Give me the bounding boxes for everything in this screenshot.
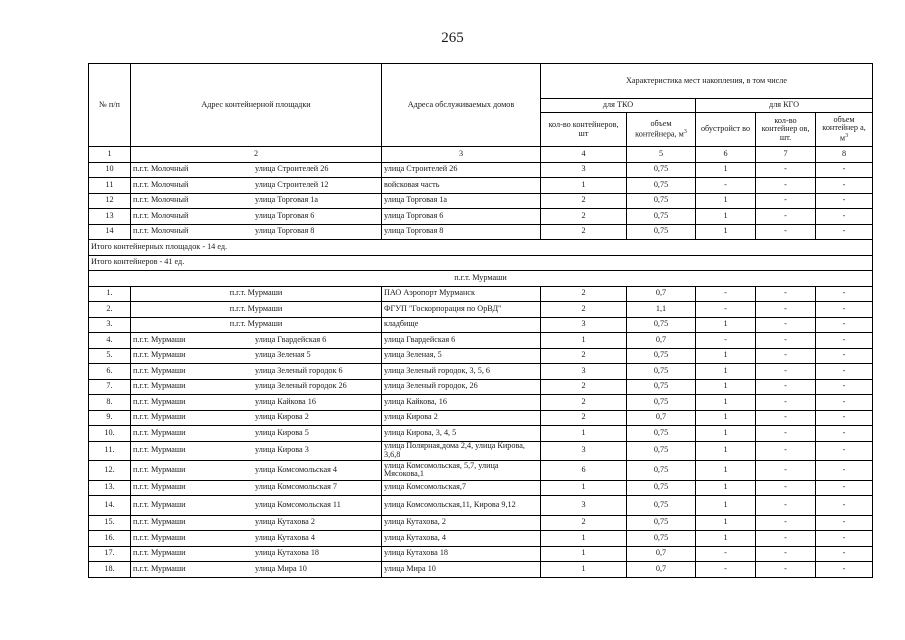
header-kgo-volume: объем контейнер а, $м^3$ [816, 113, 873, 147]
settlement-name: п.г.т. Молочный [133, 179, 189, 189]
kgo-container-volume: - [816, 461, 873, 481]
street-address: улица Строителей 12 [255, 179, 329, 189]
kgo-container-count: - [756, 162, 816, 178]
served-houses: улица Гвардейская 6 [382, 333, 541, 349]
street-address: улица Кирова 3 [255, 445, 309, 455]
kgo-equipment: 1 [696, 162, 756, 178]
served-houses: улица Зеленый городок, 3, 5, 6 [382, 364, 541, 380]
container-site-address [131, 515, 382, 531]
served-houses: улица Кутахова, 4 [382, 531, 541, 547]
table-row [89, 410, 873, 426]
tko-container-volume: 0,7 [627, 333, 696, 349]
kgo-container-count: - [756, 395, 816, 411]
kgo-equipment: 1 [696, 209, 756, 225]
kgo-container-volume: - [816, 426, 873, 442]
container-site-address [131, 193, 382, 209]
tko-container-count: 3 [541, 441, 627, 461]
kgo-container-count: - [756, 379, 816, 395]
kgo-equipment: - [696, 302, 756, 318]
kgo-container-volume: - [816, 193, 873, 209]
tko-container-count: 1 [541, 546, 627, 562]
kgo-equipment: 1 [696, 317, 756, 333]
row-number: 16. [89, 531, 131, 547]
street-address: улица Мира 10 [255, 563, 307, 573]
kgo-container-count: - [756, 531, 816, 547]
kgo-container-count: - [756, 178, 816, 194]
settlement-name: п.г.т. Мурмаши [133, 517, 186, 527]
street-address: улица Кутахова 4 [255, 532, 315, 542]
street-address: улица Торговая 6 [255, 210, 315, 220]
settlement-name: п.г.т. Мурмаши [133, 445, 186, 455]
served-houses: улица Торговая 6 [382, 209, 541, 225]
table-row [89, 395, 873, 411]
kgo-equipment: 1 [696, 193, 756, 209]
tko-container-count: 3 [541, 317, 627, 333]
table-row [89, 302, 873, 318]
table-row [89, 364, 873, 380]
kgo-equipment: - [696, 333, 756, 349]
kgo-container-count: - [756, 348, 816, 364]
row-number: 2. [89, 302, 131, 318]
container-site-address [131, 395, 382, 411]
table-row [89, 480, 873, 496]
settlement-name: п.г.т. Мурмаши [133, 548, 186, 558]
row-number: 14. [89, 496, 131, 516]
tko-container-volume: 0,75 [627, 317, 696, 333]
row-number: 3. [89, 317, 131, 333]
settlement-name: п.г.т. Мурмаши [133, 464, 186, 474]
kgo-container-count: - [756, 224, 816, 240]
container-site-address: п.г.т. Мурмаши [131, 302, 382, 318]
kgo-equipment: 1 [696, 515, 756, 531]
container-site-address: п.г.т. Мурмаши [131, 317, 382, 333]
tko-container-count: 3 [541, 364, 627, 380]
street-address: улица Зеленый городок 6 [255, 365, 343, 375]
kgo-container-volume: - [816, 515, 873, 531]
tko-container-volume: 0,75 [627, 515, 696, 531]
served-houses: улица Кутахова 18 [382, 546, 541, 562]
kgo-equipment: 1 [696, 224, 756, 240]
served-houses: улица Зеленая, 5 [382, 348, 541, 364]
header-served: Адреса обслуживаемых домов [382, 64, 541, 147]
tko-container-volume: 0,75 [627, 441, 696, 461]
header-tko-count: кол-во контейнеров, шт [541, 113, 627, 147]
kgo-equipment: - [696, 286, 756, 302]
tko-container-count: 2 [541, 379, 627, 395]
table-row [89, 461, 873, 481]
header-kgo-count: кол-во контейнер ов, шт. [756, 113, 816, 147]
settlement-name: п.г.т. Молочный [133, 226, 189, 236]
row-number: 5. [89, 348, 131, 364]
table-row [89, 531, 873, 547]
container-site-address [131, 333, 382, 349]
kgo-equipment: 1 [696, 426, 756, 442]
served-houses: улица Кутахова, 2 [382, 515, 541, 531]
tko-container-volume: 0,75 [627, 531, 696, 547]
container-site-address [131, 162, 382, 178]
kgo-container-volume: - [816, 441, 873, 461]
kgo-container-count: - [756, 302, 816, 318]
row-number: 12. [89, 461, 131, 481]
kgo-container-count: - [756, 496, 816, 516]
street-address: улица Комсомольская 7 [255, 482, 338, 492]
kgo-equipment: 1 [696, 379, 756, 395]
kgo-equipment: 1 [696, 496, 756, 516]
container-site-address [131, 348, 382, 364]
tko-container-count: 1 [541, 562, 627, 578]
container-site-address [131, 496, 382, 516]
street-address: улица Зеленый городок 26 [255, 381, 347, 391]
tko-container-count: 1 [541, 178, 627, 194]
kgo-equipment: - [696, 562, 756, 578]
row-number: 8. [89, 395, 131, 411]
kgo-equipment: 1 [696, 348, 756, 364]
kgo-container-volume: - [816, 379, 873, 395]
container-site-address [131, 531, 382, 547]
kgo-equipment: - [696, 178, 756, 194]
container-site-address [131, 364, 382, 380]
tko-container-volume: 0,7 [627, 562, 696, 578]
row-number: 15. [89, 515, 131, 531]
kgo-equipment: - [696, 546, 756, 562]
tko-container-count: 2 [541, 410, 627, 426]
row-number: 1. [89, 286, 131, 302]
tko-container-count: 1 [541, 333, 627, 349]
table-row [89, 286, 873, 302]
table-row [89, 224, 873, 240]
street-address: улица Торговая 8 [255, 226, 315, 236]
table-row [89, 546, 873, 562]
settlement-name: п.г.т. Молочный [133, 164, 189, 174]
settlement-name: п.г.т. Мурмаши [133, 532, 186, 542]
table-row [89, 193, 873, 209]
tko-container-count: 1 [541, 480, 627, 496]
page-number: 265 [441, 30, 464, 46]
kgo-equipment: 1 [696, 441, 756, 461]
kgo-container-volume: - [816, 348, 873, 364]
row-number: 7. [89, 379, 131, 395]
table-row [89, 209, 873, 225]
row-number: 6. [89, 364, 131, 380]
tko-container-volume: 1,1 [627, 302, 696, 318]
settlement-name: п.г.т. Мурмаши [133, 412, 186, 422]
kgo-container-volume: - [816, 562, 873, 578]
total-sites: Итого контейнерных площадок - 14 ед. [89, 240, 873, 256]
header-tko: для ТКО [541, 99, 696, 113]
container-sites-table [88, 63, 873, 578]
container-site-address [131, 480, 382, 496]
tko-container-volume: 0,75 [627, 426, 696, 442]
table-row [89, 426, 873, 442]
served-houses: улица Полярная,дома 2,4, улица Кирова, 3,6,8 [382, 441, 541, 461]
header-num: № п/п [89, 64, 131, 147]
tko-container-count: 2 [541, 286, 627, 302]
served-houses: улица Кирова 2 [382, 410, 541, 426]
kgo-container-volume: - [816, 224, 873, 240]
tko-container-volume: 0,75 [627, 379, 696, 395]
tko-container-volume: 0,75 [627, 364, 696, 380]
row-number: 14 [89, 224, 131, 240]
tko-container-volume: 0,75 [627, 348, 696, 364]
settlement-name: п.г.т. Мурмаши [133, 427, 186, 437]
container-site-address [131, 224, 382, 240]
kgo-container-volume: - [816, 410, 873, 426]
kgo-container-count: - [756, 441, 816, 461]
kgo-container-count: - [756, 333, 816, 349]
kgo-equipment: 1 [696, 410, 756, 426]
kgo-container-volume: - [816, 531, 873, 547]
kgo-container-volume: - [816, 395, 873, 411]
header-address: Адрес контейнерной площадки [131, 64, 382, 147]
tko-container-volume: 0,75 [627, 193, 696, 209]
served-houses: кладбище [382, 317, 541, 333]
tko-container-count: 6 [541, 461, 627, 481]
tko-container-volume: 0,75 [627, 178, 696, 194]
settlement-name: п.г.т. Мурмаши [133, 396, 186, 406]
settlement-name: п.г.т. Мурмаши [133, 482, 186, 492]
kgo-container-volume: - [816, 546, 873, 562]
street-address: улица Кайкова 16 [255, 396, 316, 406]
tko-container-volume: 0,75 [627, 461, 696, 481]
street-address: улица Комсомольская 4 [255, 464, 338, 474]
settlement-name: п.г.т. Молочный [133, 210, 189, 220]
container-site-address [131, 461, 382, 481]
table-row [89, 562, 873, 578]
kgo-container-count: - [756, 426, 816, 442]
tko-container-volume: 0,75 [627, 496, 696, 516]
row-number: 10 [89, 162, 131, 178]
kgo-container-volume: - [816, 480, 873, 496]
table-row [89, 348, 873, 364]
container-site-address [131, 546, 382, 562]
kgo-container-volume: - [816, 162, 873, 178]
tko-container-count: 2 [541, 209, 627, 225]
served-houses: улица Зеленый городок, 26 [382, 379, 541, 395]
column-numbers-row: 1 2 3 4 5 6 7 8 [89, 147, 873, 163]
tko-container-volume: 0,75 [627, 209, 696, 225]
tko-container-count: 1 [541, 426, 627, 442]
settlement-name: п.г.т. Мурмаши [133, 499, 186, 509]
tko-container-volume: 0,75 [627, 162, 696, 178]
served-houses: ФГУП "Госкорпорация по ОрВД" [382, 302, 541, 318]
kgo-container-count: - [756, 286, 816, 302]
container-site-address: п.г.т. Мурмаши [131, 286, 382, 302]
header-tko-volume: объем контейнера, $м^3$ [627, 113, 696, 147]
table-row [89, 333, 873, 349]
street-address: улица Строителей 26 [255, 164, 329, 174]
row-number: 9. [89, 410, 131, 426]
kgo-equipment: 1 [696, 364, 756, 380]
tko-container-volume: 0,7 [627, 546, 696, 562]
total-containers: Итого контейнеров - 41 ед. [89, 255, 873, 271]
tko-container-count: 2 [541, 193, 627, 209]
kgo-container-count: - [756, 410, 816, 426]
table-row [89, 496, 873, 516]
settlement-name: п.г.т. Мурмаши [133, 563, 186, 573]
served-houses: улица Торговая 8 [382, 224, 541, 240]
kgo-container-volume: - [816, 364, 873, 380]
tko-container-count: 3 [541, 496, 627, 516]
street-address: улица Кутахова 2 [255, 517, 315, 527]
tko-container-volume: 0,7 [627, 410, 696, 426]
served-houses: улица Комсомольская, 5,7, улица Мясокова,1 [382, 461, 541, 481]
street-address: улица Кирова 2 [255, 412, 309, 422]
row-number: 11 [89, 178, 131, 194]
row-number: 13 [89, 209, 131, 225]
container-site-address [131, 426, 382, 442]
tko-container-count: 2 [541, 302, 627, 318]
kgo-container-count: - [756, 515, 816, 531]
header-characteristics: Характеристика мест накопления, в том числе [541, 64, 873, 99]
tko-container-volume: 0,7 [627, 286, 696, 302]
container-site-address [131, 441, 382, 461]
kgo-container-volume: - [816, 209, 873, 225]
tko-container-volume: 0,75 [627, 224, 696, 240]
street-address: улица Гвардейская 6 [255, 334, 327, 344]
container-site-address [131, 178, 382, 194]
kgo-container-volume: - [816, 496, 873, 516]
table-row [89, 317, 873, 333]
served-houses: войсковая часть [382, 178, 541, 194]
row-number: 11. [89, 441, 131, 461]
settlement-name: п.г.т. Мурмаши [133, 350, 186, 360]
kgo-container-count: - [756, 317, 816, 333]
served-houses: улица Комсомольская,7 [382, 480, 541, 496]
row-number: 12 [89, 193, 131, 209]
table-row [89, 162, 873, 178]
kgo-container-count: - [756, 546, 816, 562]
kgo-container-count: - [756, 364, 816, 380]
street-address: улица Торговая 1а [255, 195, 319, 205]
kgo-container-count: - [756, 209, 816, 225]
tko-container-count: 2 [541, 348, 627, 364]
served-houses: ПАО Аэропорт Мурманск [382, 286, 541, 302]
tko-container-count: 1 [541, 531, 627, 547]
tko-container-count: 2 [541, 515, 627, 531]
row-number: 10. [89, 426, 131, 442]
kgo-container-volume: - [816, 317, 873, 333]
table-row [89, 441, 873, 461]
kgo-container-count: - [756, 193, 816, 209]
header-kgo-equip: обустройст во [696, 113, 756, 147]
kgo-container-volume: - [816, 302, 873, 318]
kgo-container-volume: - [816, 178, 873, 194]
kgo-container-count: - [756, 562, 816, 578]
served-houses: улица Строителей 26 [382, 162, 541, 178]
served-houses: улица Кирова, 3, 4, 5 [382, 426, 541, 442]
tko-container-count: 2 [541, 224, 627, 240]
row-number: 18. [89, 562, 131, 578]
served-houses: улица Мира 10 [382, 562, 541, 578]
row-number: 17. [89, 546, 131, 562]
container-site-address [131, 410, 382, 426]
tko-container-volume: 0,75 [627, 480, 696, 496]
container-site-address [131, 209, 382, 225]
street-address: улица Кутахова 18 [255, 548, 320, 558]
kgo-container-volume: - [816, 333, 873, 349]
street-address: улица Кирова 5 [255, 427, 309, 437]
tko-container-count: 2 [541, 395, 627, 411]
kgo-equipment: 1 [696, 480, 756, 496]
tko-container-count: 3 [541, 162, 627, 178]
row-number: 4. [89, 333, 131, 349]
table-row [89, 379, 873, 395]
kgo-equipment: 1 [696, 461, 756, 481]
tko-container-volume: 0,75 [627, 395, 696, 411]
settlement-name: п.г.т. Мурмаши [133, 365, 186, 375]
kgo-container-count: - [756, 480, 816, 496]
settlement-name: п.г.т. Мурмаши [133, 334, 186, 344]
header-kgo: для КГО [696, 99, 873, 113]
row-number: 13. [89, 480, 131, 496]
street-address: улица Зеленая 5 [255, 350, 311, 360]
settlement-name: п.г.т. Молочный [133, 195, 189, 205]
served-houses: улица Торговая 1а [382, 193, 541, 209]
container-site-address [131, 379, 382, 395]
settlement-name: п.г.т. Мурмаши [133, 381, 186, 391]
kgo-equipment: 1 [696, 395, 756, 411]
served-houses: улица Кайкова, 16 [382, 395, 541, 411]
served-houses: улица Комсомольская,11, Кирова 9,12 [382, 496, 541, 516]
kgo-container-volume: - [816, 286, 873, 302]
container-site-address [131, 562, 382, 578]
kgo-container-count: - [756, 461, 816, 481]
table-row [89, 515, 873, 531]
street-address: улица Комсомольская 11 [255, 499, 341, 509]
kgo-equipment: 1 [696, 531, 756, 547]
table-row [89, 178, 873, 194]
section-title: п.г.т. Мурмаши [89, 271, 873, 287]
